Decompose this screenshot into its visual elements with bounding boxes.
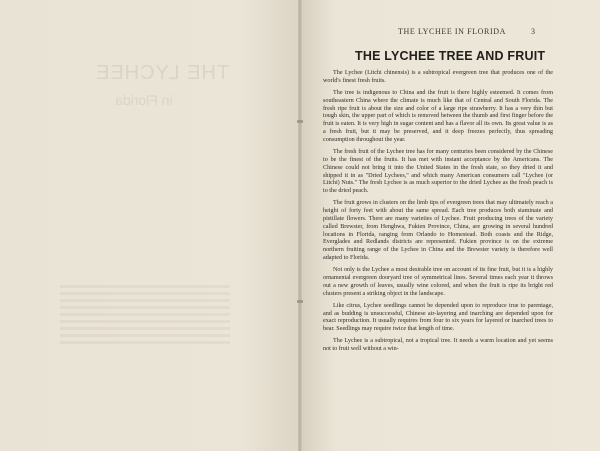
paragraph: The Lychee (Litchi chinensis) is a subtropical evergreen tree that produces one of the world's finest fresh fruits.	[323, 70, 553, 84]
bleed-through-title: THE LYCHEE	[95, 62, 230, 84]
bleed-through-text	[60, 285, 230, 345]
staple-icon	[297, 300, 303, 303]
staple-icon	[297, 120, 303, 123]
chapter-title: THE LYCHEE TREE AND FRUIT	[355, 49, 546, 63]
paragraph: The fruit grows in clusters on the limb tips of evergreen trees that may ultimately reach a height of forty feet with about the same spread. Each tree produces both staminate and pistillate flowers. There are many varieties of Lychee. Fruit producing trees of the variety called Brewster, from Henghwa, Fukien Province, China, are growing in several hundred locations in Florida, ranging from Orlando to Homestead. Both coasts and the Ridge, Everglades and Redlands districts are represented. Fukien province is on the extreme northern fruiting range of the Lychee in China and the Brewster variety is therefore well adapted to Florida.	[323, 200, 553, 262]
paragraph: Not only is the Lychee a most desirable tree on account of its fine fruit, but it is a highly ornamental evergreen dooryard tree of symmetrical lines. Several times each year it throws out a new growth of leaves, usually wine colored, and when the fruit is ripe its bright red clusters present a striking object in the landscape.	[323, 267, 553, 297]
running-head: THE LYCHEE IN FLORIDA	[398, 27, 507, 36]
paragraph: The fresh fruit of the Lychee tree has for many centuries been considered by the Chinese to be the finest of the fruits. It has met with instant acceptance by the Americans. The Chinese could not bring it into the United States in the fresh state, so they dried it and shipped it in as "Dried Lychees," and which many American consumers call "Lychee (or Litchi) Nuts." The fresh Lychee is as much superior to the dried Lychee as the fresh peach is to the dried peach.	[323, 148, 553, 195]
page-number: 3	[531, 27, 535, 36]
paragraph: The tree is indigenous to China and the fruit is there highly esteemed. It comes from southeastern China where the climate is much like that of Central and South Florida. The fresh ripe fruit is about the size and color of a large ripe strawberry. It has a very thin but tough skin, the upper part of which is removed between the thumb and first finger before the fruit is eaten. It is very high in sugar content and has a flavor all its own. Its great value is as a fresh fruit, but it may be preserved, and it deep freezes perfectly, thus spreading consumption throughout the year.	[323, 89, 553, 143]
body-text	[323, 70, 553, 358]
paragraph: The Lychee is a subtropical, not a tropical tree. It needs a warm location and yet seems not to fruit well without a win-	[323, 338, 553, 353]
bleed-through-subtitle: in Florida	[115, 92, 173, 108]
binding-gutter	[298, 0, 302, 451]
paragraph: Like citrus, Lychee seedlings cannot be depended upon to reproduce true to parentage, and as budding is unsuccessful, Chinese air-layering and inarching are depended upon for exact reproduction. It usually requires from four to six years for layered or inarched trees to bear. Seedlings may require twice that length of time.	[323, 302, 553, 333]
